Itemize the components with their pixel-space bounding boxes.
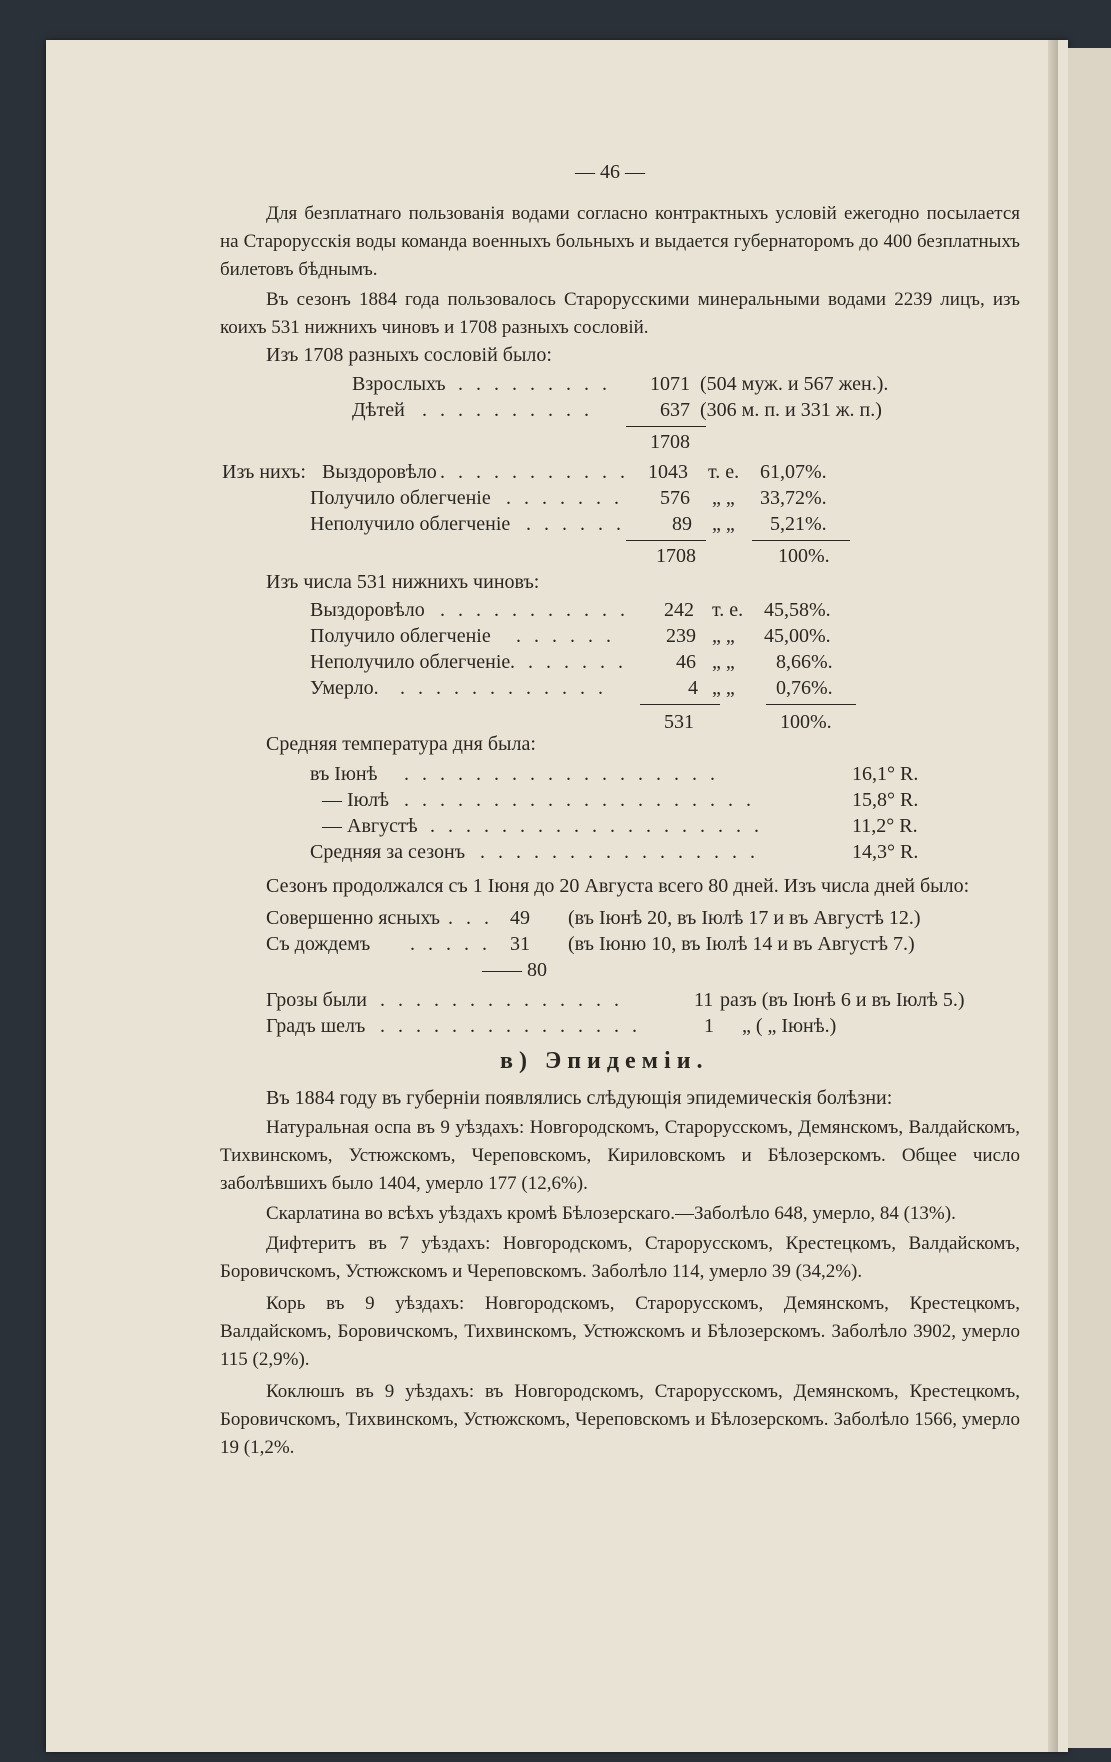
- storm-note: разъ (въ Іюнѣ 6 и въ Іюлѣ 5.): [720, 989, 965, 1011]
- scarlet-fever-paragraph: Скарлатина во всѣхъ уѣздахъ кромѣ Бѣлозерскаго.—Заболѣло 648, умерло, 84 (13%).: [266, 1203, 956, 1224]
- estate-value: 1071: [650, 373, 690, 395]
- ranks-total-pct: 100%.: [780, 711, 832, 733]
- sum-rule: [640, 704, 720, 705]
- temp-label: — Іюлѣ: [322, 789, 389, 811]
- rank-pct: 45,58%.: [764, 599, 831, 621]
- estate-label: Взрослыхъ: [352, 373, 446, 395]
- rank-value: 239: [666, 625, 696, 647]
- outcome-pct: 33,72%.: [760, 487, 827, 509]
- rank-pct: 45,00%.: [764, 625, 831, 647]
- outcomes-prefix: Изъ нихъ:: [222, 461, 306, 483]
- rank-pct: 8,66%.: [776, 651, 833, 673]
- days-label: Совершенно ясныхъ: [266, 907, 441, 929]
- season-paragraph: Въ сезонъ 1884 года пользовалось Старорусскими минеральными водами 2239 лицъ, изъ коихъ 531 нижнихъ чиновъ и 1708 разныхъ сословій.: [220, 289, 1020, 338]
- outcome-pct: 5,21%.: [770, 513, 827, 535]
- whooping-cough-paragraph: Коклюшъ въ 9 уѣздахъ: въ Новгородскомъ, Старорусскомъ, Демянскомъ, Крестецкомъ, Боровичскомъ, Тихвинскомъ, Устюжскомъ, Череповскомъ и Бѣлозерскомъ. Заболѣло 1566, умерло 19 (1,2%.: [220, 1381, 1020, 1458]
- rank-label: Умерло.: [310, 677, 379, 699]
- leader-dots: . . .: [448, 907, 493, 929]
- leader-dots: . . . . . . . . . . .: [440, 599, 629, 621]
- days-note: (въ Іюню 10, въ Іюлѣ 14 и въ Августѣ 7.): [568, 933, 915, 955]
- intro-paragraph: Для безплатнаго пользованія водами согласно контрактныхъ условій ежегодно посылается на Старорусскія воды команда военныхъ больныхъ и выдается губернаторомъ до 400 безплатныхъ билетовъ бѣднымъ.: [220, 203, 1020, 280]
- rank-mid: „ „: [712, 651, 735, 673]
- rank-value: 4: [688, 677, 698, 699]
- sum-rule: [766, 704, 856, 705]
- temp-value: 16,1° R.: [852, 763, 919, 785]
- measles-paragraph: Корь въ 9 уѣздахъ: Новгородскомъ, Старорусскомъ, Демянскомъ, Крестецкомъ, Валдайскомъ, Боровичскомъ, Тихвинскомъ, Устюжскомъ и Бѣлозерскомъ. Заболѣло 3902, умерло 115 (2,9%).: [220, 1293, 1020, 1370]
- rank-value: 46: [676, 651, 696, 673]
- outcomes-total-pct: 100%.: [778, 545, 830, 567]
- rank-mid: т. е.: [712, 599, 744, 621]
- storm-label: Грозы были: [266, 989, 367, 1011]
- outcome-value: 89: [672, 513, 692, 535]
- leader-dots: . . . . . . . . . . . . . . . .: [480, 841, 759, 863]
- leader-dots: . . . . . . . . . . . . . . . . . . .: [430, 815, 763, 837]
- outcome-pct: 61,07%.: [760, 461, 827, 483]
- outcome-value: 1043: [648, 461, 688, 483]
- leader-dots: . . . . .: [410, 933, 491, 955]
- days-label: Съ дождемъ: [266, 933, 371, 955]
- days-value: 31: [510, 933, 530, 955]
- estate-label: Дѣтей: [352, 399, 405, 421]
- leader-dots: . . . . . .: [526, 513, 625, 535]
- leader-dots: . . . . . . . . . . . .: [400, 677, 607, 699]
- temp-label: Средняя за сезонъ: [310, 841, 466, 863]
- leader-dots: . . . . . . .: [510, 651, 627, 673]
- estate-note: (306 м. п. и 331 ж. п.): [700, 399, 882, 421]
- temp-label: — Августѣ: [322, 815, 418, 837]
- temp-label: въ Іюнѣ: [310, 763, 378, 785]
- leader-dots: . . . . . . . . . . . . . . . . . . . .: [404, 789, 755, 811]
- ranks-heading: Изъ числа 531 нижнихъ чиновъ:: [266, 571, 540, 593]
- outcome-label: Получило облегченіе: [310, 487, 491, 509]
- book-gutter: [1048, 40, 1058, 1752]
- section-heading: в) Эпидеміи.: [500, 1048, 709, 1074]
- leader-dots: . . . . . . .: [506, 487, 623, 509]
- page-number: — 46 —: [575, 161, 645, 183]
- sum-rule: [626, 426, 706, 427]
- leader-dots: . . . . . . . . .: [458, 373, 611, 395]
- estate-note: (504 муж. и 567 жен.).: [700, 373, 889, 395]
- leader-dots: . . . . . . . . . . . . . . .: [380, 1015, 641, 1037]
- days-note: (въ Іюнѣ 20, въ Іюлѣ 17 и въ Августѣ 12.): [568, 907, 921, 929]
- adjacent-page-edge: [1068, 48, 1111, 1748]
- days-total: —— 80: [482, 959, 547, 981]
- storm-value: 1: [704, 1015, 714, 1037]
- season-length: Сезонъ продолжался съ 1 Іюня до 20 Августа всего 80 дней. Изъ числа дней было:: [266, 875, 970, 897]
- estates-total: 1708: [650, 431, 690, 453]
- diphtheria-paragraph: Дифтеритъ въ 7 уѣздахъ: Новгородскомъ, Старорусскомъ, Крестецкомъ, Валдайскомъ, Боровичскомъ, Устюжскомъ и Череповскомъ. Заболѣло 114, умерло 39 (34,2%).: [220, 1233, 1020, 1282]
- outcome-mid: т. е.: [708, 461, 740, 483]
- temp-value: 15,8° R.: [852, 789, 919, 811]
- leader-dots: . . . . . . . . . . .: [440, 461, 629, 483]
- estate-value: 637: [660, 399, 690, 421]
- outcome-label: Выздоровѣло: [322, 461, 437, 483]
- sum-rule: [752, 540, 850, 541]
- leader-dots: . . . . . . . . . .: [422, 399, 593, 421]
- temp-value: 14,3° R.: [852, 841, 919, 863]
- rank-label: Неполучило облегченіе: [310, 651, 511, 673]
- rank-label: Получило облегченіе: [310, 625, 491, 647]
- days-value: 49: [510, 907, 530, 929]
- storm-label: Градъ шелъ: [266, 1015, 366, 1037]
- leader-dots: . . . . . .: [516, 625, 615, 647]
- storm-value: 11: [694, 989, 714, 1011]
- temp-value: 11,2° R.: [852, 815, 918, 837]
- leader-dots: . . . . . . . . . . . . . . . . . .: [404, 763, 719, 785]
- outcome-value: 576: [660, 487, 690, 509]
- outcome-label: Неполучило облегченіе: [310, 513, 511, 535]
- epidemics-intro: Въ 1884 году въ губерніи появлялись слѣдующія эпидемическія болѣзни:: [266, 1087, 893, 1109]
- sum-rule: [626, 540, 706, 541]
- rank-pct: 0,76%.: [776, 677, 833, 699]
- storm-note: „ ( „ Іюнѣ.): [742, 1015, 837, 1037]
- outcome-mid: „ „: [712, 513, 735, 535]
- smallpox-paragraph: Натуральная оспа въ 9 уѣздахъ: Новгородскомъ, Старорусскомъ, Демянскомъ, Валдайскомъ, Тихвинскомъ, Устюжскомъ, Череповскомъ, Кириловскомъ и Бѣлозерскомъ. Общее число заболѣвшихъ было 1404, умерло 177 (12,6%).: [220, 1117, 1020, 1194]
- temp-heading: Средняя температура дня была:: [266, 733, 536, 755]
- leader-dots: . . . . . . . . . . . . . .: [380, 989, 623, 1011]
- rank-mid: „ „: [712, 677, 735, 699]
- outcomes-total: 1708: [656, 545, 696, 567]
- estates-heading: Изъ 1708 разныхъ сословій было:: [266, 344, 552, 366]
- rank-label: Выздоровѣло: [310, 599, 425, 621]
- ranks-total: 531: [664, 711, 694, 733]
- outcome-mid: „ „: [712, 487, 735, 509]
- rank-value: 242: [664, 599, 694, 621]
- rank-mid: „ „: [712, 625, 735, 647]
